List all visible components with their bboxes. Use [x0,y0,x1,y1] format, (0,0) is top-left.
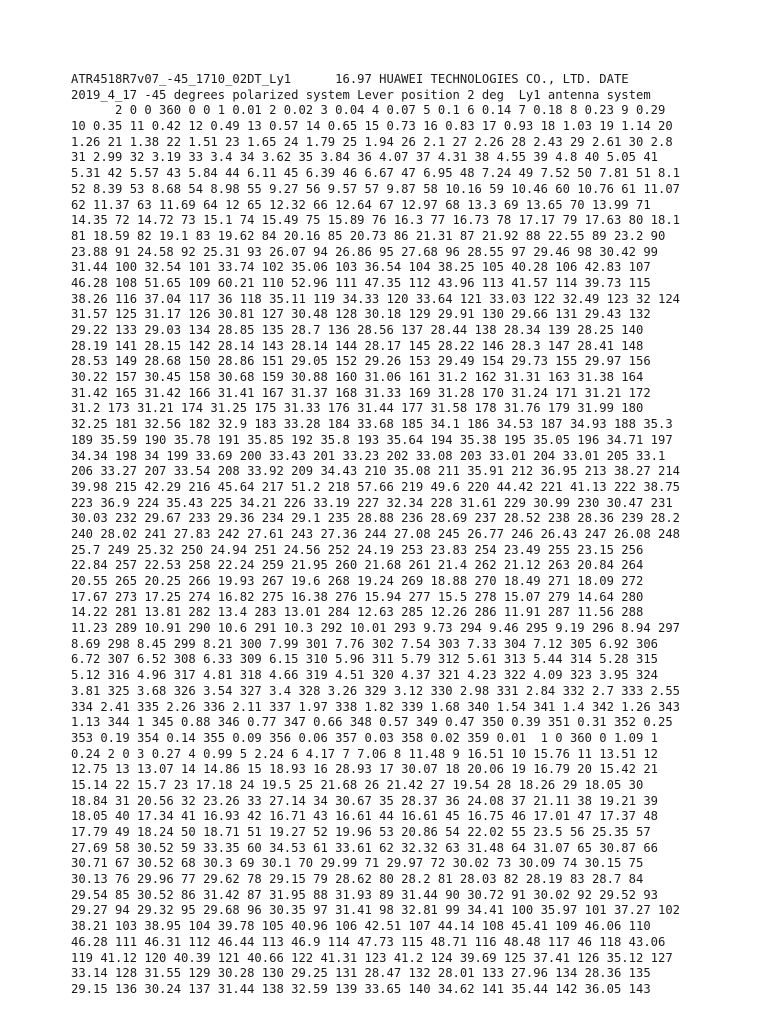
data-text-line: 32.25 181 32.56 182 32.9 183 33.28 184 33.68 185 34.1 186 34.53 187 34.93 188 35.3 [71,417,673,432]
data-text-line: 33.14 128 31.55 129 30.28 130 29.25 131 28.47 132 28.01 133 27.96 134 28.36 135 [71,966,651,981]
data-text-line: 38.21 103 38.95 104 39.78 105 40.96 106 42.51 107 44.14 108 45.41 109 46.06 110 [71,919,651,934]
data-text-line: 5.31 42 5.57 43 5.84 44 6.11 45 6.39 46 6.67 47 6.95 48 7.24 49 7.52 50 7.81 51 8.1 [71,166,681,181]
data-text-line: 10 0.35 11 0.42 12 0.49 13 0.57 14 0.65 15 0.73 16 0.83 17 0.93 18 1.03 19 1.14 20 [71,119,673,134]
data-text-line: 6.72 307 6.52 308 6.33 309 6.15 310 5.96 311 5.79 312 5.61 313 5.44 314 5.28 315 [71,652,658,667]
data-text-line: 52 8.39 53 8.68 54 8.98 55 9.27 56 9.57 57 9.87 58 10.16 59 10.46 60 10.76 61 11.07 [71,181,681,196]
data-text-line: 18.05 40 17.34 41 16.93 42 16.71 43 16.61 44 16.61 45 16.75 46 17.01 47 17.37 48 [71,809,658,824]
data-text-line: 39.98 215 42.29 216 45.64 217 51.2 218 57.66 219 49.6 220 44.42 221 41.13 222 38.75 [71,479,681,494]
data-text-line: 1.26 21 1.38 22 1.51 23 1.65 24 1.79 25 1.94 26 2.1 27 2.26 28 2.43 29 2.61 30 2.8 [71,134,673,149]
data-text-line: 30.13 76 29.96 77 29.62 78 29.15 79 28.62 80 28.2 81 28.03 82 28.19 83 28.7 84 [71,872,644,887]
data-text-line: 81 18.59 82 19.1 83 19.62 84 20.16 85 20.73 86 21.31 87 21.92 88 22.55 89 23.2 90 [71,228,666,243]
data-text-line: 46.28 111 46.31 112 46.44 113 46.9 114 47.73 115 48.71 116 48.48 117 46 118 43.06 [71,934,666,949]
document-header-line: ATR4518R7v07_-45_1710_02DT_Ly1 16.97 HUAWEI TECHNOLOGIES CO., LTD. DATE [71,72,629,86]
data-text-line: 353 0.19 354 0.14 355 0.09 356 0.06 357 0.03 358 0.02 359 0.01 1 0 360 0 1.09 1 [71,730,658,745]
data-text-line: 206 33.27 207 33.54 208 33.92 209 34.43 210 35.08 211 35.91 212 36.95 213 38.27 214 [71,464,681,479]
data-text-line: 29.15 136 30.24 137 31.44 138 32.59 139 33.65 140 34.62 141 35.44 142 36.05 143 [71,981,651,996]
data-text-line: 1.13 344 1 345 0.88 346 0.77 347 0.66 348 0.57 349 0.47 350 0.39 351 0.31 352 0.25 [71,715,673,730]
document-subheader-line: 2019_4_17 -45 degrees polarized system Lever position 2 deg Ly1 antenna system [71,87,651,102]
data-text-line: 119 41.12 120 40.39 121 40.66 122 41.31 123 41.2 124 39.69 125 37.41 126 35.12 127 [71,950,673,965]
data-text-line: 29.22 133 29.03 134 28.85 135 28.7 136 28.56 137 28.44 138 28.34 139 28.25 140 [71,323,644,337]
data-text-line: 334 2.41 335 2.26 336 2.11 337 1.97 338 1.82 339 1.68 340 1.54 341 1.4 342 1.26 343 [71,699,681,714]
data-text-line: 31 2.99 32 3.19 33 3.4 34 3.62 35 3.84 36 4.07 37 4.31 38 4.55 39 4.8 40 5.05 41 [71,150,658,165]
data-text-line: 31.44 100 32.54 101 33.74 102 35.06 103 36.54 104 38.25 105 40.28 106 42.83 107 [71,260,651,275]
data-text-line: 31.57 125 31.17 126 30.81 127 30.48 128 30.18 129 29.91 130 29.66 131 29.43 132 [71,307,651,322]
data-text-line: 29.27 94 29.32 95 29.68 96 30.35 97 31.41 98 32.81 99 34.41 100 35.97 101 37.27 102 [71,903,681,918]
data-text-line: 38.26 116 37.04 117 36 118 35.11 119 34.33 120 33.64 121 33.03 122 32.49 123 32 124 [71,291,681,306]
data-text-line: 20.55 265 20.25 266 19.93 267 19.6 268 19.24 269 18.88 270 18.49 271 18.09 272 [71,574,644,588]
data-text-line: 17.67 273 17.25 274 16.82 275 16.38 276 15.94 277 15.5 278 15.07 279 14.64 280 [71,589,644,604]
data-text-line: 34.34 198 34 199 33.69 200 33.43 201 33.23 202 33.08 203 33.01 204 33.01 205 33.1 [71,448,666,463]
data-text-line: 46.28 108 51.65 109 60.21 110 52.96 111 47.35 112 43.96 113 41.57 114 39.73 115 [71,275,651,290]
data-text-line: 15.14 22 15.7 23 17.18 24 19.5 25 21.68 26 21.42 27 19.54 28 18.26 29 18.05 30 [71,777,644,792]
data-text-line: 30.03 232 29.67 233 29.36 234 29.1 235 28.88 236 28.69 237 28.52 238 28.36 239 28.2 [71,511,681,526]
data-text-line: 2 0 0 360 0 0 1 0.01 2 0.02 3 0.04 4 0.07 5 0.1 6 0.14 7 0.18 8 0.23 9 0.29 [71,103,666,118]
data-text-line: 22.84 257 22.53 258 22.24 259 21.95 260 21.68 261 21.4 262 21.12 263 20.84 264 [71,558,644,573]
data-text-line: 240 28.02 241 27.83 242 27.61 243 27.36 244 27.08 245 26.77 246 26.43 247 26.08 248 [71,526,681,541]
data-text-line: 29.54 85 30.52 86 31.42 87 31.95 88 31.93 89 31.44 90 30.72 91 30.02 92 29.52 93 [71,887,658,902]
data-text-line: 3.81 325 3.68 326 3.54 327 3.4 328 3.26 329 3.12 330 2.98 331 2.84 332 2.7 333 2.55 [71,683,681,698]
data-text-line: 0.24 2 0 3 0.27 4 0.99 5 2.24 6 4.17 7 7.06 8 11.48 9 16.51 10 15.76 11 13.51 12 [71,746,658,761]
data-text-line: 17.79 49 18.24 50 18.71 51 19.27 52 19.96 53 20.86 54 22.02 55 23.5 56 25.35 57 [71,825,651,839]
data-text-line: 25.7 249 25.32 250 24.94 251 24.56 252 24.19 253 23.83 254 23.49 255 23.15 256 [71,542,644,557]
data-text-line: 18.84 31 20.56 32 23.26 33 27.14 34 30.67 35 28.37 36 24.08 37 21.11 38 19.21 39 [71,793,658,808]
data-text-line: 30.22 157 30.45 158 30.68 159 30.88 160 31.06 161 31.2 162 31.31 163 31.38 164 [71,370,644,385]
data-text-line: 31.2 173 31.21 174 31.25 175 31.33 176 31.44 177 31.58 178 31.76 179 31.99 180 [71,401,644,416]
data-text-line: 28.53 149 28.68 150 28.86 151 29.05 152 29.26 153 29.49 154 29.73 155 29.97 156 [71,354,651,369]
data-text-line: 5.12 316 4.96 317 4.81 318 4.66 319 4.51 320 4.37 321 4.23 322 4.09 323 3.95 324 [71,668,658,683]
data-text-line: 223 36.9 224 35.43 225 34.21 226 33.19 227 32.34 228 31.61 229 30.99 230 30.47 231 [71,495,673,510]
data-text-line: 28.19 141 28.15 142 28.14 143 28.14 144 28.17 145 28.22 146 28.3 147 28.41 148 [71,338,644,353]
data-text-line: 14.22 281 13.81 282 13.4 283 13.01 284 12.63 285 12.26 286 11.91 287 11.56 288 [71,605,644,620]
data-text-line: 62 11.37 63 11.69 64 12 65 12.32 66 12.64 67 12.97 68 13.3 69 13.65 70 13.99 71 [71,197,651,212]
data-text-line: 8.69 298 8.45 299 8.21 300 7.99 301 7.76 302 7.54 303 7.33 304 7.12 305 6.92 306 [71,636,658,651]
data-text-line: 27.69 58 30.52 59 33.35 60 34.53 61 33.61 62 32.32 63 31.48 64 31.07 65 30.87 66 [71,840,658,855]
data-text-line: 189 35.59 190 35.78 191 35.85 192 35.8 193 35.64 194 35.38 195 35.05 196 34.71 197 [71,432,673,447]
document-page [71,72,711,998]
data-text-line: 14.35 72 14.72 73 15.1 74 15.49 75 15.89 76 16.3 77 16.73 78 17.17 79 17.63 80 18.1 [71,213,681,228]
data-text-line: 12.75 13 13.07 14 14.86 15 18.93 16 28.93 17 30.07 18 20.06 19 16.79 20 15.42 21 [71,762,658,777]
data-text-line: 23.88 91 24.58 92 25.31 93 26.07 94 26.86 95 27.68 96 28.55 97 29.46 98 30.42 99 [71,244,658,259]
data-text-line: 31.42 165 31.42 166 31.41 167 31.37 168 31.33 169 31.28 170 31.24 171 31.21 172 [71,385,651,400]
data-text-line: 30.71 67 30.52 68 30.3 69 30.1 70 29.99 71 29.97 72 30.02 73 30.09 74 30.15 75 [71,856,644,871]
data-text-line: 11.23 289 10.91 290 10.6 291 10.3 292 10.01 293 9.73 294 9.46 295 9.19 296 8.94 297 [71,621,681,636]
